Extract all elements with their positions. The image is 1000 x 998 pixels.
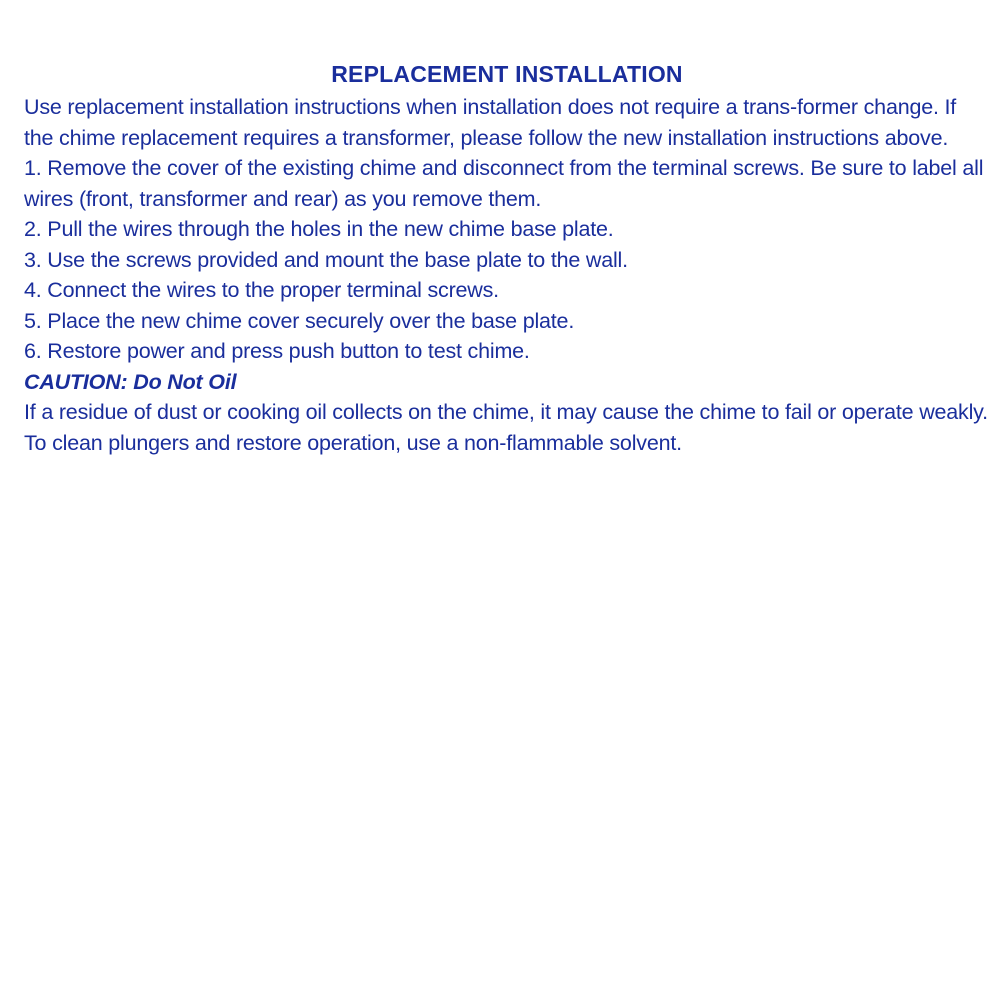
- step-item-1: 1. Remove the cover of the existing chime and disconnect from the terminal screws. Be sure to label all wires (front, transformer and rear) as you remove them.: [24, 156, 984, 211]
- step-item-4: 4. Connect the wires to the proper terminal screws.: [24, 278, 499, 302]
- step-item-5: 5. Place the new chime cover securely over the base plate.: [24, 308, 575, 333]
- caution-paragraph: If a residue of dust or cooking oil collects on the chime, it may cause the chime to fail or operate weakly. To clean plungers and restore operation, use a non-flammable solvent.: [24, 400, 988, 455]
- step-item-6: 6. Restore power and press push button to test chime.: [24, 339, 530, 363]
- steps-list: [24, 153, 990, 367]
- section-heading: REPLACEMENT INSTALLATION: [331, 61, 683, 87]
- instruction-card: [24, 58, 990, 458]
- step-item-3: 3. Use the screws provided and mount the base plate to the wall.: [24, 247, 628, 272]
- step-item-2: 2. Pull the wires through the holes in the new chime base plate.: [24, 217, 614, 241]
- intro-paragraph: Use replacement installation instructions when installation does not require a trans-former change. If the chime replacement requires a transformer, please follow the new installation instructions above.: [24, 95, 957, 150]
- caution-title: CAUTION: Do Not Oil: [24, 369, 237, 394]
